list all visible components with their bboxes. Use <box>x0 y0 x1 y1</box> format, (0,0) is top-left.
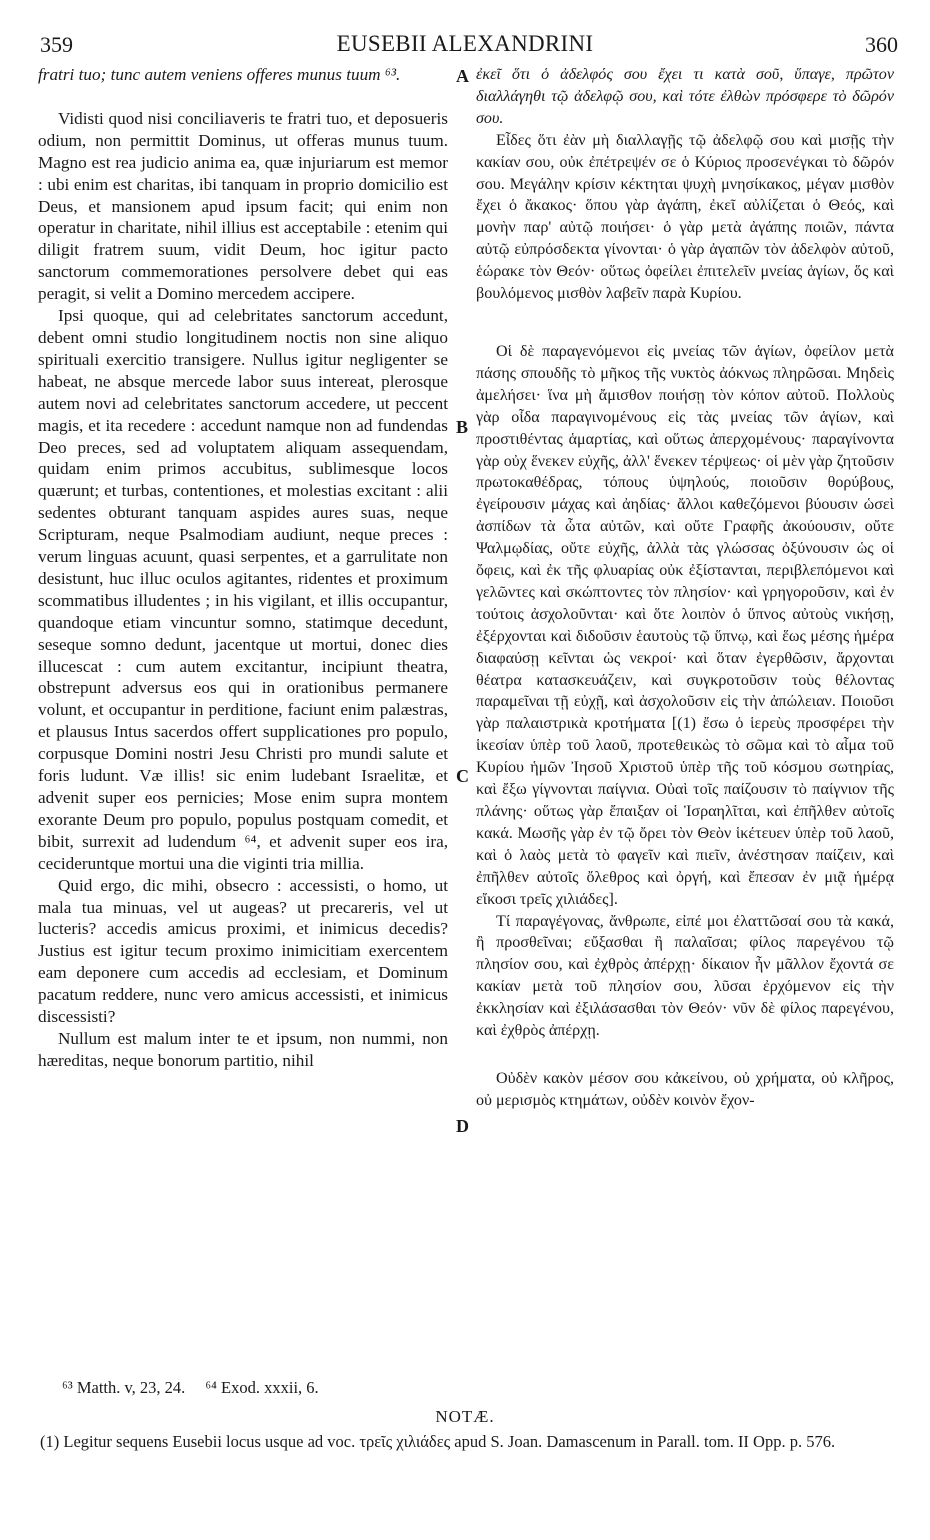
notae-heading: NOTÆ. <box>435 1407 495 1426</box>
greek-paragraph-3: Οἱ δὲ παραγενόμενοι εἰς μνείας τῶν ἁγίων, ὀφείλον μετὰ πάσης σπουδῆς τὸ μῆκος τῆς νυκτὸς ἀόκνως πληρῶσαι. Μηδεὶς ἀμελήσει· ἵνα μὴ ἄμισθον ποιήσῃ τὸν κόπον αὐτοῦ. Πολλοὺς γὰρ οἶδα παραγινομένους εἰς τὰς μνείας τῶν ἁγίων, καὶ προστιθέντας ἁμαρτίας, καὶ οὕτως ἀπερχομένους· παραγίνοντα γὰρ οὐχ ἕνεκεν εὐχῆς, ἀλλ' ἕνεκεν τέρψεως· οἱ μὲν γὰρ ζητοῦσιν πρωτοκαθέδρας, τόπους ὑψηλούς, ποιοῦσιν θορύβους, ἐγείρουσιν μάχας καὶ ἀηδίας· ἄλλοι καθεζόμενοι βύουσιν ὡσεὶ ἀσπίδων τὰ ὦτα αὐτῶν, καὶ οὔτε Γραφῆς ἀκούουσιν, οὔτε Ψαλμῳδίας, οὔτε εὐχῆς, ἀλλὰ τὰς γλώσσας ὀξύνουσιν ὡς οἱ ὄφεις, καὶ ἐκ τῆς φλυαρίας οὐκ ἐξίστανται, περιβλεπόμενοι καὶ γελῶντες καὶ σκώπτοντες τὸν πλησίον· καὶ γρηγοροῦσιν, καὶ ἐν τούτοις ἀσχολοῦνται· καὶ ὅτε λοιπὸν ὁ ὕπνος αὐτοὺς νικήσῃ, ἐξέρχονται καὶ διδοῦσιν ἑαυτοὺς τῷ ὕπνῳ, καὶ ἕως μέσης ἡμέρα διαφαύσῃ κεῖνται ὡς νεκροί· καὶ ὅταν ἐγερθῶσιν, ἄρχονται θέατρα κατασκευάζειν, καὶ συγκροτοῦσιν τοὺς θέλοντας παραμεῖναι τῇ εὐχῇ, καὶ ἀσχολοῦσιν εἰς τὴν ἀπώλειαν. Ποιοῦσι γὰρ παλαιστρικὰ κροτήματα [(1) ἔσω ὁ ἱερεὺς προσφέρει τὴν ἱκεσίαν ὑπὲρ τοῦ λαοῦ, προτεθεικὼς τὸ σῶμα καὶ τὸ αἷμα τοῦ Κυρίου ἡμῶν Ἰησοῦ Χριστοῦ ὑπὲρ τῆς τοῦ κόσμου σωτηρίας, καὶ ἔξω γίγνονται παίγνια. Οὐαὶ τοῖς παίζουσιν τὸ παίγνιον τῆς πλάνης· οὕτως γὰρ ἔπαιξαν οἱ Ἰσραηλῖται, καὶ ἐπῆλθεν αὐτοῖς κακά. Μωσῆς γὰρ ἐν τῷ ὄρει τὸν Θεὸν ἱκέτευεν ὑπὲρ τοῦ λαοῦ, καὶ ὁ λαὸς μετὰ τὸ φαγεῖν καὶ πιεῖν, ἀνέστησαν παίζειν, καὶ ἐπῆλθεν αὐτοῖς ὄλεθρος καὶ ὀργή, καὶ ἔπεσαν ἐν μιᾷ ἡμέρᾳ εἴκοσι τρεῖς χιλιάδες]. <box>476 342 894 908</box>
latin-paragraph-2: Vidisti quod nisi conciliaveris te fratri tuo, et deposueris odium, non permittit Dominus, ut offeras munus tuum. Magno est rea judicio anima ea, quæ injuriarum est memor : ubi enim est charitas, ibi tanquam in proprio domicilio est Deus, et mansionem apud ipsum facit; qui enim non operatur in charitate, nihil illius est acceptabile : etenim qui diligit fratrem suum, vidit Deum, hoc igitur pacto sanctorum commemorationes persolvere debet qui eas peragit, si velit a Domino mercedem accipere. <box>38 108 448 304</box>
latin-paragraph-3: Ipsi quoque, qui ad celebritates sanctorum accedunt, debent omni studio longitudinem noctis non sine aliquo spirituali exercitio transigere. Nullus igitur negligenter se habeat, ne absque mercede labor suus intereat, plerosque autem novi ad celebritates sanctorum accedere, ut peccent magis, et ita recedere : accedunt namque non ad fundendas Deo preces, sed ad voluptatem aliquam assequendam, quidam enim primos accubitus, sublimesque locos quærunt; et turbas, contentiones, et molestias excitant : alii sedentes obturant tanquam aspides aures suas, neque Scripturam, neque Psalmodiam audiunt, neque preces : verum linguas acuunt, quasi serpentes, et a garrulitate non desistunt, huc illuc oculos agitantes, ridentes et proximum scommatibus illudentes ; in his vigilant, et illis occupantur, quandoque etiam vincuntur somno, statimque decedunt, seseque somno dedunt, jacentque ut mortui, donec dies illucescat : cum autem excitantur, incipiunt theatra, obstrepunt adversus eos qui in orationibus permanere volunt, et occupantur in perditione, faciunt enim palæstras, et plausus Intus sacerdos offert supplicationes pro populo, corpusque Domini nostri Jesu Christi pro mundi salute et foris ludunt. Væ illis! sic enim ludebant Israelitæ, et advenit super eos pernicies; Mose enim supra montem exorante Deum pro populo, populus postquam comedit, et bibit, surrexit ad ludendum ⁶⁴, et advenit super eos ira, cecideruntque mortui una die viginti tria millia. <box>38 306 448 873</box>
running-title: EUSEBII ALEXANDRINI <box>336 31 594 56</box>
latin-column <box>38 64 448 1072</box>
footnote-63: ⁶³ Matth. v, 23, 24. <box>62 1378 186 1397</box>
footnotes <box>62 1378 335 1398</box>
footnote-64: ⁶⁴ Exod. xxxii, 6. <box>205 1378 319 1397</box>
greek-paragraph-1: ἐκεῖ ὅτι ὁ ἀδελφός σου ἔχει τι κατὰ σοῦ, ὕπαγε, πρῶτον διαλλάγηθι τῷ ἀδελφῷ σου, καὶ τότε ἐλθὼν πρόσφερε τὸ δῶρόν σου. <box>476 66 894 127</box>
greek-column <box>476 64 894 1112</box>
margin-letter-d: D <box>456 1116 469 1136</box>
greek-paragraph-2: Εἶδες ὅτι ἐὰν μὴ διαλλαγῇς τῷ ἀδελφῷ σου καὶ μισῇς τὴν κακίαν σου, οὐκ ἐπέτρεψέν σε ὁ Κύριος προσενέγκαι τὸ δῶρόν σου. Μεγάλην κρίσιν κέκτηται ψυχὴ μνησίκακος, μέγαν μισθὸν ἔχει ὁ ἄκακος· ὅπου γὰρ ἀγάπη, ἐκεῖ αὐλίζεται ὁ Θεός, καὶ μονὴν παρ' αὐτῷ ποιήσει· ὁ γὰρ μετὰ ἀγάπης ποιῶν, πάντα αὐτῷ εὐπρόσδεκτα γίνονται· ὁ γὰρ ἀγαπῶν τὸν ἀδελφὸν αὐτοῦ, ἑώρακε τὸν Θεόν· οὕτως ὀφείλει ἐπιτελεῖν μνείας ἁγίων, ὅς καὶ βουλόμενος μισθὸν λαβεῖν παρὰ Κυρίου. <box>476 131 894 303</box>
latin-paragraph-4: Quid ergo, dic mihi, obsecro : accessisti, o homo, ut mala tua minuas, vel ut augeas? ut precareris, vel ut lucteris? accedis amicus proximi, et inimicus decedis? Justius est igitur tecum proximo inimicitiam exercentem eam deponere cum accedis ad ecclesiam, et Dominum pacatum reddere, nunc vero amicus accessisti, et inimicus discessisti? <box>38 875 448 1027</box>
page-number-right: 360 <box>865 32 898 57</box>
latin-paragraph-1: fratri tuo; tunc autem veniens offeres munus tuum ⁶³. <box>38 65 401 84</box>
running-header <box>0 26 930 60</box>
latin-paragraph-5: Nullum est malum inter te et ipsum, non nummi, non hæreditas, neque bonorum partitio, nihil <box>38 1028 448 1070</box>
margin-letter-c: C <box>456 766 469 786</box>
margin-letter-a: A <box>456 66 469 86</box>
note-1: (1) Legitur sequens Eusebii locus usque ad voc. τρεῖς χιλιάδες apud S. Joan. Damascenum in Parall. tom. II Opp. p. 576. <box>40 1432 836 1451</box>
greek-paragraph-5: Οὐδὲν κακὸν μέσον σου κἀκείνου, οὐ χρήματα, οὐ κλῆρος, οὐ μερισμὸς κτημάτων, οὐδὲν κοινὸν ἔχον- <box>476 1069 894 1109</box>
page-number-left: 359 <box>40 32 73 57</box>
greek-paragraph-4: Τί παραγέγονας, ἄνθρωπε, εἰπέ μοι ἐλαττῶσαί σου τὰ κακά, ἢ προσθεῖναι; εὔξασθαι ἢ παλαῖσαι; φίλος παρεγένου τῷ πλησίον σου, καὶ ἐχθρὸς ἀπέρχῃ· δίκαιον ἦν μᾶλλον ἔχοντά σε κακίαν μετὰ τοῦ πλησίον σου, λῦσαι ἐρχόμενον εἰς τὴν ἐκκλησίαν καὶ ἐξιλάσασθαι τὸν Θεόν· νῦν δὲ φίλος παρεγένου, καὶ ἐχθρὸς ἀπέρχῃ. <box>476 912 894 1040</box>
margin-letter-b: B <box>456 417 469 437</box>
